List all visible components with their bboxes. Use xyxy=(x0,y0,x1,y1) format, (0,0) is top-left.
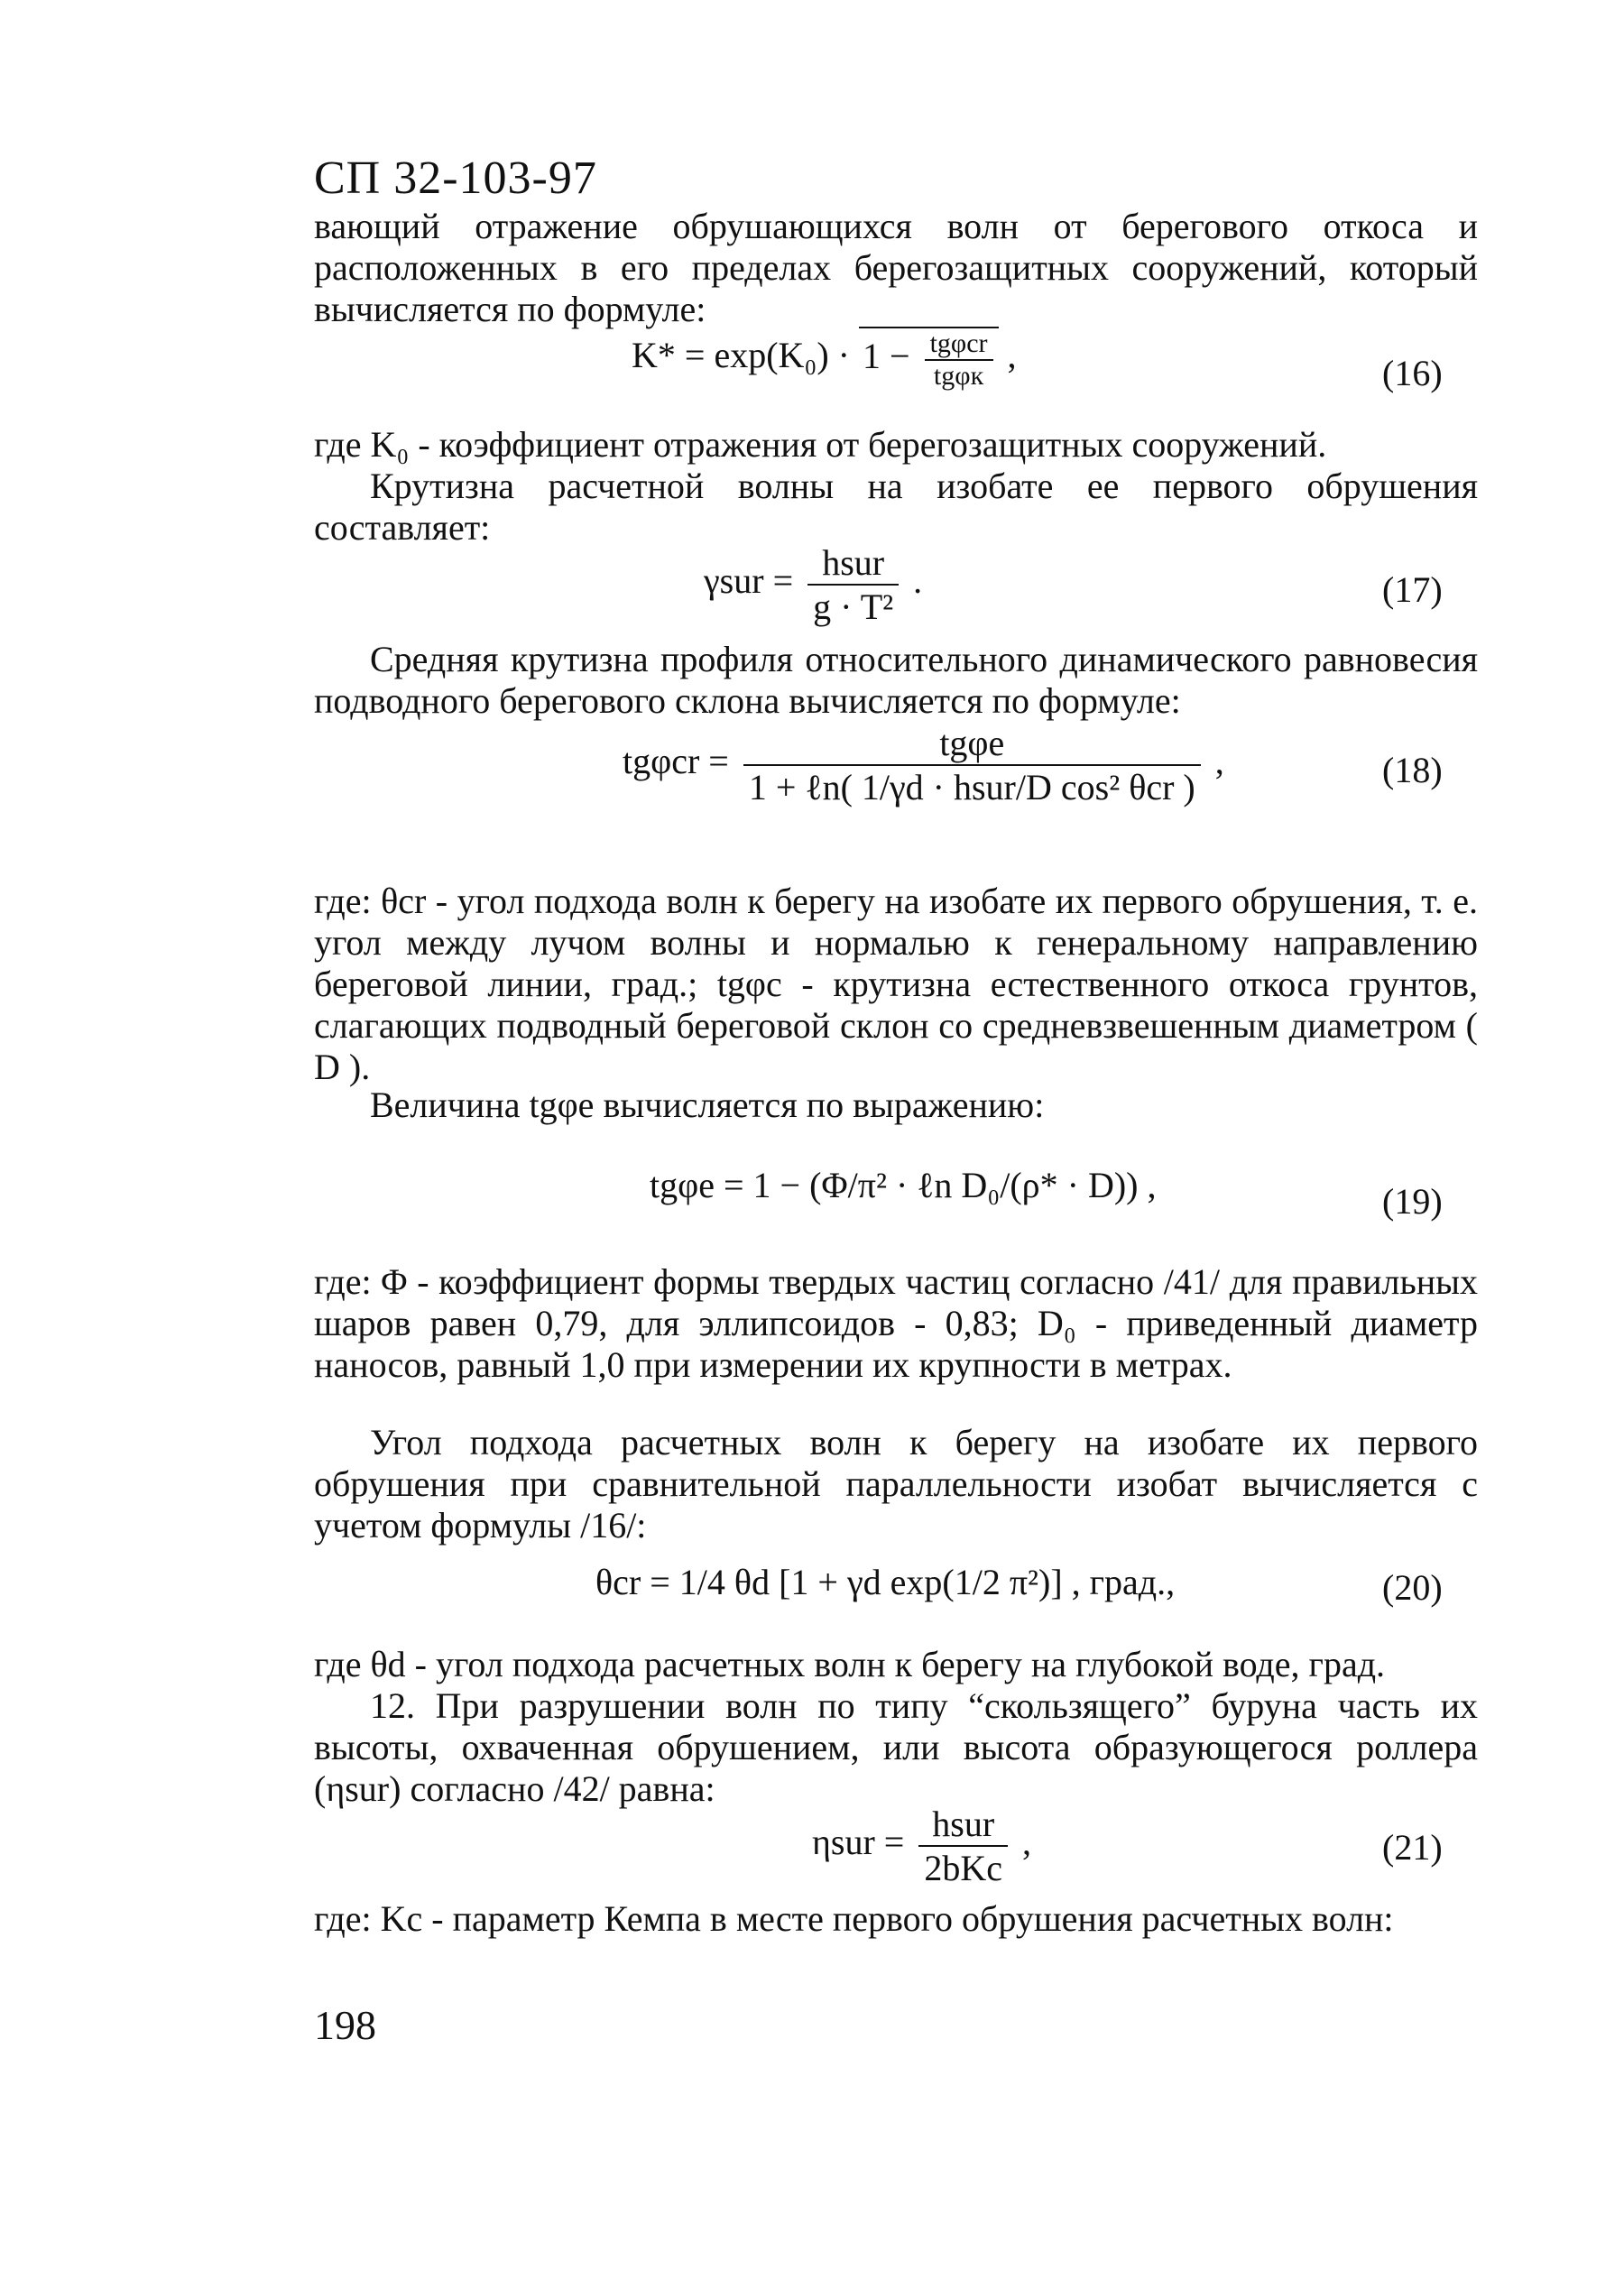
equation-body: (Φ/π² · ℓn D₀/(ρ* · D)) xyxy=(809,1165,1139,1205)
equation-number: (21) xyxy=(1382,1827,1443,1868)
fraction xyxy=(743,722,1201,808)
paragraph: Угол подхода расчетных волн к берегу на изобате их первого обрушения при сравнительной параллельности изобат вычисляется с учетом формулы /16/: xyxy=(314,1422,1478,1546)
fraction xyxy=(807,541,899,628)
fraction-denominator: g · T² xyxy=(813,586,894,627)
fraction-denominator: tgφк xyxy=(933,361,984,391)
fraction-numerator: tgφe xyxy=(743,722,1201,766)
paragraph: где: θcr - угол подхода волн к берегу на изобате их первого обрушения, т. е. угол между лучом волны и нормалью к генеральному направлению береговой линии, град.; tgφc - крутизна естественного откоса грунтов, слагающих подводный береговой склон со средневзвешенным диаметром ( D ). xyxy=(314,881,1478,1087)
page-number: 198 xyxy=(314,2002,376,2048)
equation-tail: . xyxy=(913,560,923,602)
equation-number: (19) xyxy=(1382,1181,1443,1222)
paragraph: Крутизна расчетной волны на изобате ее первого обрушения составляет: xyxy=(314,466,1478,548)
equation-tail: , xyxy=(1022,1822,1032,1863)
equation-number: (20) xyxy=(1382,1567,1443,1608)
equation-17 xyxy=(704,541,922,628)
equation-20 xyxy=(595,1561,1175,1603)
paragraph: Величина tgφe вычисляется по выражению: xyxy=(370,1084,1045,1125)
equation-tail: , xyxy=(1007,335,1017,376)
equation-tail: , град., xyxy=(1071,1562,1176,1602)
equation-16 xyxy=(632,327,1017,392)
paragraph: где θd - угол подхода расчетных волн к берегу на глубокой воде, град. xyxy=(314,1644,1386,1684)
fraction-denominator: 1 + ℓn( 1/γd · hsur/D cos² θcr ) xyxy=(748,767,1195,807)
equation-tail: , xyxy=(1147,1165,1157,1205)
fraction xyxy=(925,328,993,392)
paragraph: вающий отражение обрушающихся волн от берегового откоса и расположенных в его пределах берегозащитных сооружений, который вычисляется по формуле: xyxy=(314,206,1478,329)
equation-lhs: γsur = xyxy=(704,560,794,602)
equation-19 xyxy=(650,1164,1157,1206)
fraction-numerator: hsur xyxy=(807,541,899,586)
equation-number: (16) xyxy=(1382,353,1443,393)
equation-lhs: K* = exp(K₀) · xyxy=(632,335,850,376)
equation-number: (17) xyxy=(1382,569,1443,610)
paragraph: где K₀ - коэффициент отражения от берегозащитных сооружений. xyxy=(314,424,1327,465)
equation-lhs: tgφcr = xyxy=(623,741,729,782)
paragraph: где: Φ - коэффициент формы твердых частиц согласно /41/ для правильных шаров равен 0,79, для эллипсоидов - 0,83; D₀ - приведенный диаметр наносов, равный 1,0 при измерении их крупности в метрах. xyxy=(314,1261,1478,1385)
paragraph: где: Kc - параметр Кемпа в месте первого обрушения расчетных волн: xyxy=(314,1898,1394,1939)
fraction xyxy=(918,1803,1008,1889)
equation-number: (18) xyxy=(1382,750,1443,790)
fraction-numerator: hsur xyxy=(918,1803,1008,1847)
equation-tail: , xyxy=(1214,741,1224,782)
equation-lhs: ηsur = xyxy=(812,1822,905,1863)
equation-body: 1/4 θd [1 + γd exp(1/2 π²)] xyxy=(678,1562,1063,1602)
paragraph: 12. При разрушении волн по типу “скользящего” буруна часть их высоты, охваченная обрушением, или высота образующегося роллера (ηsur) согласно /42/ равна: xyxy=(314,1685,1478,1809)
equation-lhs: tgφe = 1 − xyxy=(650,1165,801,1205)
square-root xyxy=(859,327,999,392)
equation-lhs: θcr = xyxy=(595,1562,670,1602)
equation-21 xyxy=(812,1803,1031,1889)
paragraph: Средняя крутизна профиля относительного динамического равновесия подводного берегового склона вычисляется по формуле: xyxy=(314,639,1478,721)
document-code: СП 32-103-97 xyxy=(314,152,597,204)
fraction-denominator: 2bKc xyxy=(924,1848,1003,1888)
fraction-numerator: tgφcr xyxy=(925,328,993,361)
equation-term: 1 − xyxy=(863,336,910,377)
equation-18 xyxy=(623,722,1224,808)
